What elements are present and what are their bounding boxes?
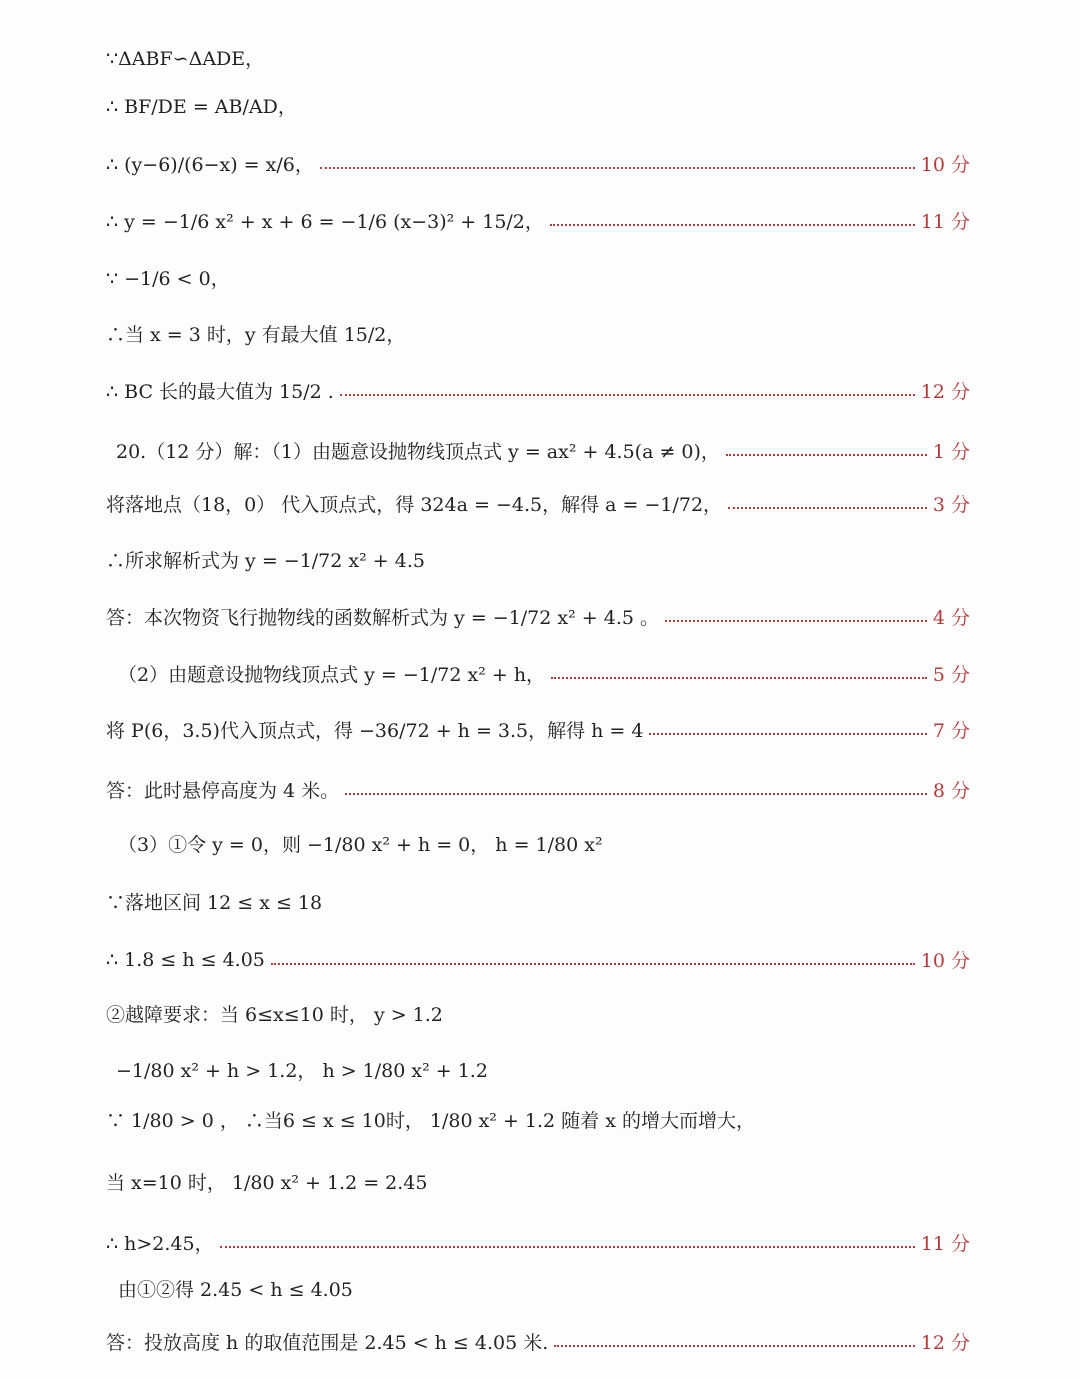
line-text: 当 x=10 时， 1/80 x² + 1.2 = 2.45 [106,1172,428,1194]
line-text: 将 P(6，3.5)代入顶点式，得 −36/72 + h = 3.5，解得 h = 4 [106,720,644,742]
solution-line [106,1229,970,1256]
line-text: ∴ y = −1/6 x² + x + 6 = −1/6 (x−3)² + 15/2， [106,211,544,233]
score-mark: 10 分 [920,154,970,176]
score-mark: 12 分 [920,381,970,403]
solution-line [106,377,970,404]
dotted-leader [220,1246,915,1248]
solution-line [106,264,970,291]
solution-line [106,888,970,915]
solution-line [106,1168,970,1195]
solution-line [116,1056,970,1083]
solution-line [106,320,970,347]
line-text: （3）①令 y = 0，则 −1/80 x² + h = 0， h = 1/80 x² [118,834,603,856]
line-text: ∵ 1/80 > 0 ， ∴当6 ≤ x ≤ 10时， 1/80 x² + 1.2 随着 x 的增大而增大， [106,1110,755,1132]
solution-line [106,603,970,630]
score-mark: 11 分 [920,1233,970,1255]
dotted-leader [550,224,915,226]
dotted-leader [649,733,926,735]
score-mark: 7 分 [932,720,970,742]
line-text: ∴ h>2.45， [106,1233,214,1255]
line-text: 答：此时悬停高度为 4 米。 [106,780,340,802]
solution-line [106,776,970,803]
dotted-leader [340,394,915,396]
line-text: 答：投放高度 h 的取值范围是 2.45 < h ≤ 4.05 米. [106,1332,549,1354]
line-text: ∴ 1.8 ≤ h ≤ 4.05 [106,948,265,971]
dotted-leader [728,507,927,509]
solution-line [106,150,970,177]
score-mark: 4 分 [932,607,970,629]
line-text: ∴ (y−6)/(6−x) = x/6， [106,154,314,176]
solution-line [118,1275,970,1302]
solution-line [106,1000,970,1027]
score-mark: 8 分 [932,780,970,802]
line-text: 20.（12 分）解：（1）由题意设抛物线顶点式 y = ax² + 4.5(a ≠ 0)， [116,441,720,463]
dotted-leader [320,167,915,169]
score-mark: 5 分 [932,664,970,686]
solution-line [106,716,970,743]
solution-line [106,1328,970,1355]
line-text: ∴当 x = 3 时，y 有最大值 15/2， [106,324,406,346]
line-text: ∴ BF/DE = AB/AD， [106,96,297,118]
line-text: ∴ BC 长的最大值为 15/2 . [106,381,334,403]
dotted-leader [551,677,927,679]
line-text: 由①②得 2.45 < h ≤ 4.05 [118,1279,353,1301]
score-mark: 3 分 [932,494,970,516]
line-text: 答：本次物资飞行抛物线的函数解析式为 y = −1/72 x² + 4.5 。 [106,607,659,629]
line-text: ∵落地区间 12 ≤ x ≤ 18 [106,892,323,914]
dotted-leader [665,620,927,622]
line-text: ∴所求解析式为 y = −1/72 x² + 4.5 [106,550,425,572]
solution-line [106,44,970,71]
solution-line [106,946,970,973]
line-text: （2）由题意设抛物线顶点式 y = −1/72 x² + h， [118,664,546,686]
score-mark: 11 分 [920,211,970,233]
score-mark: 10 分 [920,950,970,972]
dotted-leader [271,963,915,965]
line-text: −1/80 x² + h > 1.2， h > 1/80 x² + 1.2 [116,1060,488,1082]
solution-line [106,1106,970,1133]
solution-line [118,660,970,687]
line-text: ②越障要求：当 6≤x≤10 时， y > 1.2 [106,1004,443,1026]
line-text: ∵ΔABF∽ΔADE， [106,48,265,70]
solution-line [116,437,970,464]
solution-line [106,490,970,517]
dotted-leader [726,454,927,456]
solution-line [106,92,970,119]
score-mark: 12 分 [920,1332,970,1354]
line-text: 将落地点（18，0） 代入顶点式，得 324a = −4.5，解得 a = −1/72， [106,494,723,516]
line-text: ∵ −1/6 < 0， [106,268,230,290]
solution-line [118,830,970,857]
dotted-leader [345,793,927,795]
score-mark: 1 分 [932,441,970,463]
dotted-leader [554,1345,915,1347]
solution-line [106,546,970,573]
solution-line [106,207,970,234]
